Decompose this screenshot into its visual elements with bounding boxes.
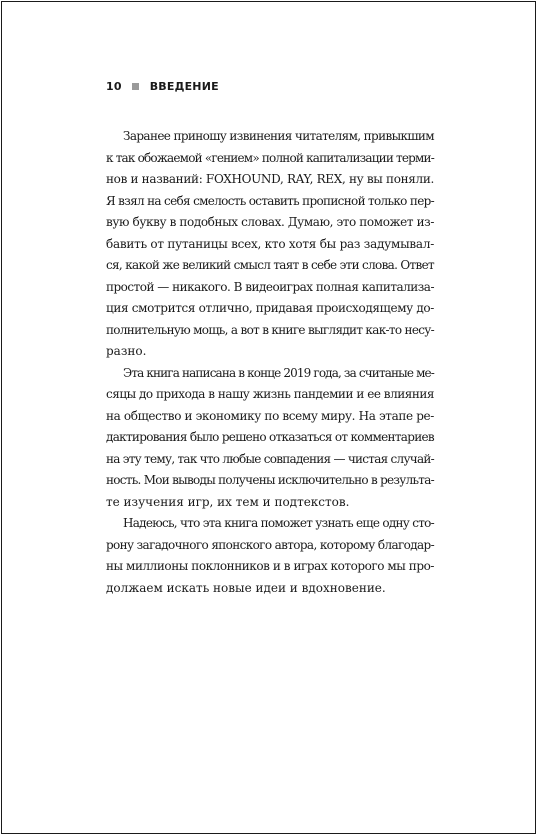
text-line: рону загадочного японского автора, которому благодар-: [106, 537, 434, 552]
paragraph: [106, 363, 434, 514]
section-marker-square: [132, 83, 139, 90]
text-line: Я взял на себя смелость оставить прописной только пер-: [106, 193, 435, 208]
text-line: сяцы до прихода в нашу жизнь пандемии и ее влияния: [106, 387, 434, 401]
text-line: должаем искать новые идеи и вдохновение.: [106, 580, 386, 595]
text-line: ся, какой же великий смысл таят в себе эти слова. Ответ: [106, 258, 434, 272]
text-line: Заранее приношу извинения читателям, привыкшим: [123, 129, 434, 143]
text-line: Эта книга написана в конце 2019 года, за считаные ме-: [123, 365, 434, 380]
text-line: на общество и экономику по всему миру. На этапе ре-: [106, 408, 434, 423]
page-number: 10: [106, 79, 122, 93]
text-line: к так обожаемой «гением» полной капитализации терми-: [106, 150, 434, 165]
running-head: [106, 78, 219, 94]
text-line: ность. Мои выводы получены исключительно в результа-: [106, 473, 434, 487]
text-line: полнительную мощь, а вот в книге выглядит как-то несу-: [106, 322, 435, 337]
paragraph: [106, 513, 434, 599]
text-line: ны миллионы поклонников и в играх которого мы про-: [106, 559, 435, 573]
text-line: ция смотрится отлично, придавая происходящему до-: [106, 301, 434, 315]
page: [1, 1, 536, 834]
text-line: разно.: [106, 344, 147, 358]
text-line: вую букву в подобных словах. Думаю, это поможет из-: [106, 215, 434, 229]
text-line: дактирования было решено отказаться от комментариев: [106, 430, 434, 444]
body-text: [106, 126, 434, 599]
text-line: бавить от путаницы всех, кто хотя бы раз задумывал-: [106, 236, 435, 251]
paragraph: [106, 126, 434, 363]
text-line: на эту тему, так что любые совпадения — чистая случай-: [106, 451, 434, 466]
text-line: простой — никакого. В видеоиграх полная капитализа-: [106, 279, 434, 294]
section-title: ВВЕДЕНИЕ: [149, 79, 219, 93]
text-line: те изучения игр, их тем и подтекстов.: [106, 494, 350, 509]
text-line: нов и названий: FOXHOUND, RAY, REX, ну вы поняли.: [106, 172, 434, 186]
text-line: Надеюсь, что эта книга поможет узнать еще одну сто-: [123, 516, 434, 530]
